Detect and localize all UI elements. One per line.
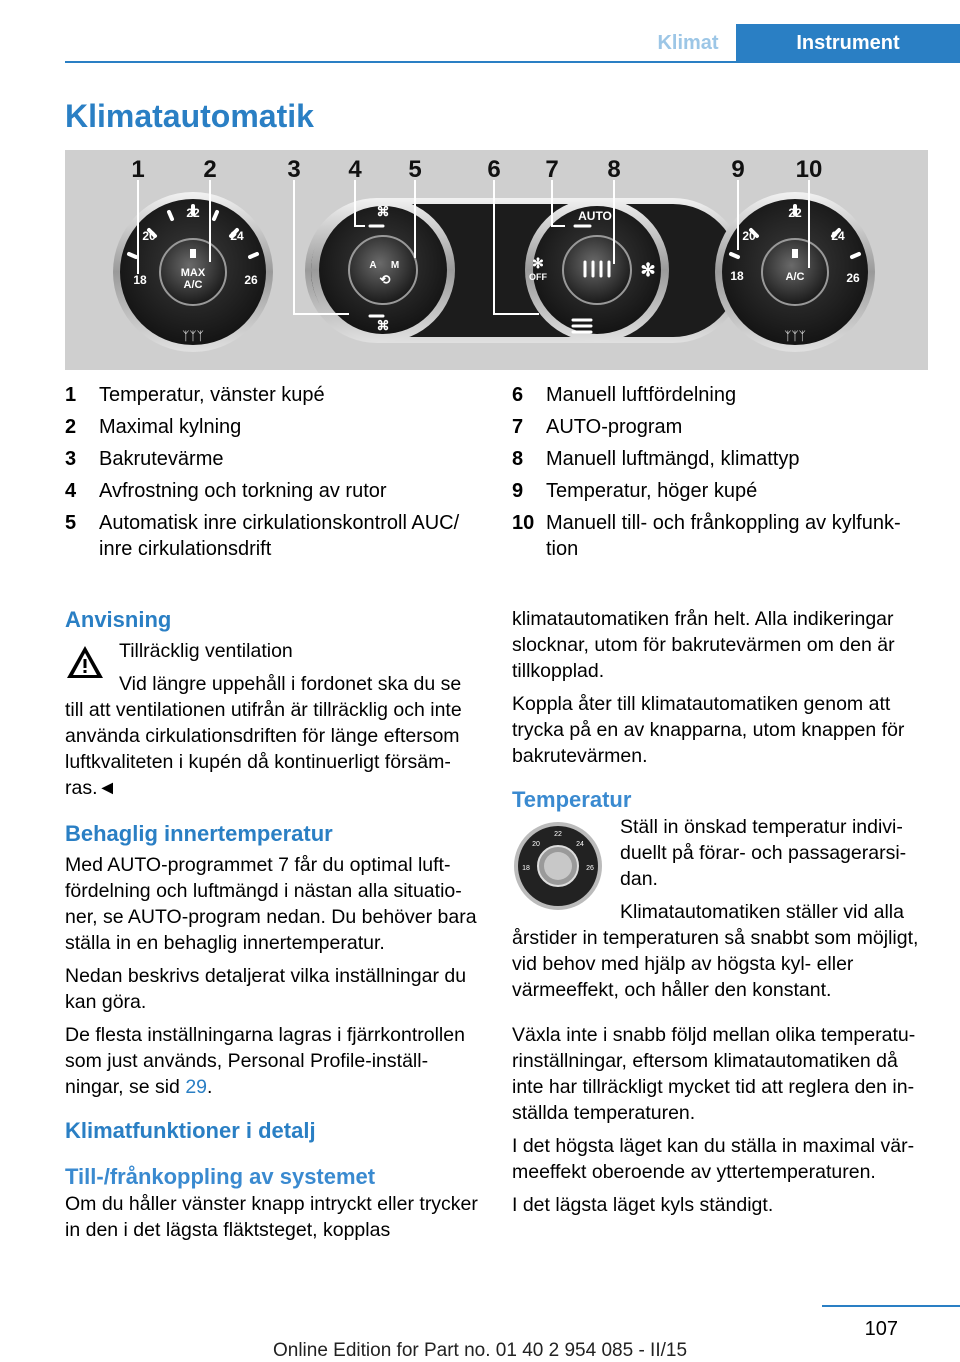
temperature-paragraph: Växla inte i snabb följd mellan olika temperaturinställningar, eftersom klimatautomatiken då inte har tillräckligt mycket tid att reglera den inställda temperaturen. xyxy=(512,1024,916,1124)
warning-body: Vid längre uppehåll i fordonet ska du se till att ventilationen utifrån är tillräcklig och inte använda cirkulationsdriften för länge eftersom luftkvaliteten i kupén då kontinuerligt försämras.◄ xyxy=(65,673,462,799)
comfort-paragraph: Nedan beskrivs detaljerat vilka inställningar du kan göra. xyxy=(65,965,467,1013)
note-heading: Anvisning xyxy=(65,607,172,632)
right-dial-tick-20: 20 xyxy=(742,229,756,243)
left-dial-tick-20: 20 xyxy=(142,229,156,243)
right-dial-tick-24: 24 xyxy=(831,229,845,243)
temperature-paragraph: I det högsta läget kan du ställa in maximal värmeeffekt oberoende av yttertemperaturen. xyxy=(512,1135,915,1183)
callout-9: 9 xyxy=(731,156,745,183)
header-rule xyxy=(65,61,960,63)
legend-item: 7 AUTO-program xyxy=(512,416,683,438)
temperature-heading: Temperatur xyxy=(512,787,632,812)
svg-text:⟲: ⟲ xyxy=(379,272,391,287)
right-dial-tick-18: 18 xyxy=(730,269,744,283)
svg-text:22: 22 xyxy=(554,831,562,838)
legend-item: 6 Manuell luftfördelning xyxy=(512,384,737,406)
svg-text:20: 20 xyxy=(532,841,540,848)
legend-item: 2 Maximal kylning xyxy=(65,416,242,438)
comfort-paragraph: Med AUTO-programmet 7 får du optimal luftfördelning och luftmängd i nästan alla situationer, se AUTO-program nedan. Du behöver bara ställa in en behaglig innertemperatur. xyxy=(65,854,477,954)
legend-item: 5 Automatisk inre cirkulationskontroll AUC/ inre cirkulationsdrift xyxy=(65,512,460,560)
left-dial-tick-26: 26 xyxy=(244,273,258,287)
right-column xyxy=(512,606,927,1225)
chapter-tab[interactable]: Instrument xyxy=(736,24,960,62)
functions-heading: Klimatfunktioner i detalj xyxy=(65,1118,316,1143)
climate-panel-illustration xyxy=(65,150,928,370)
svg-text:⌘: ⌘ xyxy=(376,318,390,333)
page-number: 107 xyxy=(864,1318,898,1340)
warning-title: Tillräcklig ventilation xyxy=(119,640,293,662)
svg-text:24: 24 xyxy=(576,841,584,848)
legend-item: 1 Temperatur, vänster kupé xyxy=(65,384,325,406)
comfort-paragraph: De flesta inställningarna lagras i fjärrkontrollen som just används, Personal Profile-inställningar, se sid 29. xyxy=(65,1024,465,1098)
callout-4: 4 xyxy=(348,156,362,183)
svg-text:A: A xyxy=(369,260,377,271)
warning-note xyxy=(65,638,480,801)
left-column xyxy=(65,606,480,1250)
callout-8: 8 xyxy=(607,156,621,183)
temperature-paragraph: I det lägsta läget kyls ständigt. xyxy=(512,1194,774,1216)
legend-item: 9 Temperatur, höger kupé xyxy=(512,480,758,502)
legend-item: 4 Avfrostning och torkning av rutor xyxy=(65,480,387,502)
comfort-heading: Behaglig innertemperatur xyxy=(65,821,333,846)
callout-6: 6 xyxy=(487,156,501,183)
system-onoff-heading: Till-/frånkoppling av systemet xyxy=(65,1164,376,1189)
right-dial-tick-22: 22 xyxy=(788,206,802,220)
warning-triangle-icon xyxy=(65,644,105,680)
left-rear-heat-icon: ᛉᛉᛉ xyxy=(182,329,204,343)
functions-paragraph: Koppla åter till klimatautomatiken genom att trycka på en av knapparna, utom knappen för bakrutevärmen. xyxy=(512,693,905,767)
callout-2: 2 xyxy=(203,156,217,183)
temperature-paragraph: Ställ in önskad temperatur individuellt på förar- och passagerarsidan. xyxy=(620,816,907,890)
right-dial-center-label: A/C xyxy=(785,271,805,283)
right-dial-tick-26: 26 xyxy=(846,271,860,285)
page-title: Klimatautomatik xyxy=(65,98,314,134)
callout-5: 5 xyxy=(408,156,422,183)
svg-text:ᛉᛉᛉ: ᛉᛉᛉ xyxy=(784,329,806,343)
temperature-paragraph: Klimatautomatiken ställer vid alla årstider in temperaturen så snabbt som möjligt, vid behov med hjälp av högsta kyl- eller värmeeffekt, och håller den konstant. xyxy=(512,901,919,1001)
section-tab[interactable]: Klimat xyxy=(657,32,719,54)
edition-footer: Online Edition for Part no. 01 40 2 954 085 - II/15 xyxy=(272,1340,688,1361)
page-link-29[interactable]: 29 xyxy=(185,1076,208,1098)
callout-1: 1 xyxy=(131,156,145,183)
svg-text:⌘: ⌘ xyxy=(376,204,390,219)
legend-left xyxy=(65,382,475,568)
legend-right xyxy=(512,382,912,568)
callout-7: 7 xyxy=(545,156,559,183)
callout-3: 3 xyxy=(287,156,301,183)
middle-button-cluster xyxy=(305,198,745,343)
callout-10: 10 xyxy=(795,156,823,183)
legend-item: 8 Manuell luftmängd, klimattyp xyxy=(512,448,800,470)
left-dial-tick-22: 22 xyxy=(186,206,200,220)
svg-text:18: 18 xyxy=(522,865,530,872)
temperature-dial-icon xyxy=(512,820,604,912)
functions-paragraph: Om du håller vänster knapp intryckt eller trycker in den i det lägsta fläktsteget, kopplas xyxy=(65,1193,478,1241)
svg-text:✻: ✻ xyxy=(532,255,544,271)
svg-text:M: M xyxy=(390,260,400,271)
auto-button-label: AUTO xyxy=(578,209,612,223)
temperature-block xyxy=(512,814,927,1003)
svg-text:A/C: A/C xyxy=(183,279,203,291)
left-dial-tick-18: 18 xyxy=(133,273,147,287)
svg-text:MAX: MAX xyxy=(180,267,206,279)
legend-item: 3 Bakrutevärme xyxy=(65,448,224,470)
left-dial-tick-24: 24 xyxy=(230,229,244,243)
climate-panel-figure xyxy=(65,150,928,370)
svg-text:✻: ✻ xyxy=(640,260,656,280)
footer-rule xyxy=(822,1305,960,1307)
legend-item: 10 Manuell till- och frånkoppling av kylfunktion xyxy=(512,512,901,560)
off-button-label: OFF xyxy=(529,272,547,282)
functions-paragraph-cont: klimatautomatiken från helt. Alla indikeringar slocknar, utom för bakrutevärmen om den är tillkopplad. xyxy=(512,608,895,682)
svg-text:26: 26 xyxy=(586,865,594,872)
